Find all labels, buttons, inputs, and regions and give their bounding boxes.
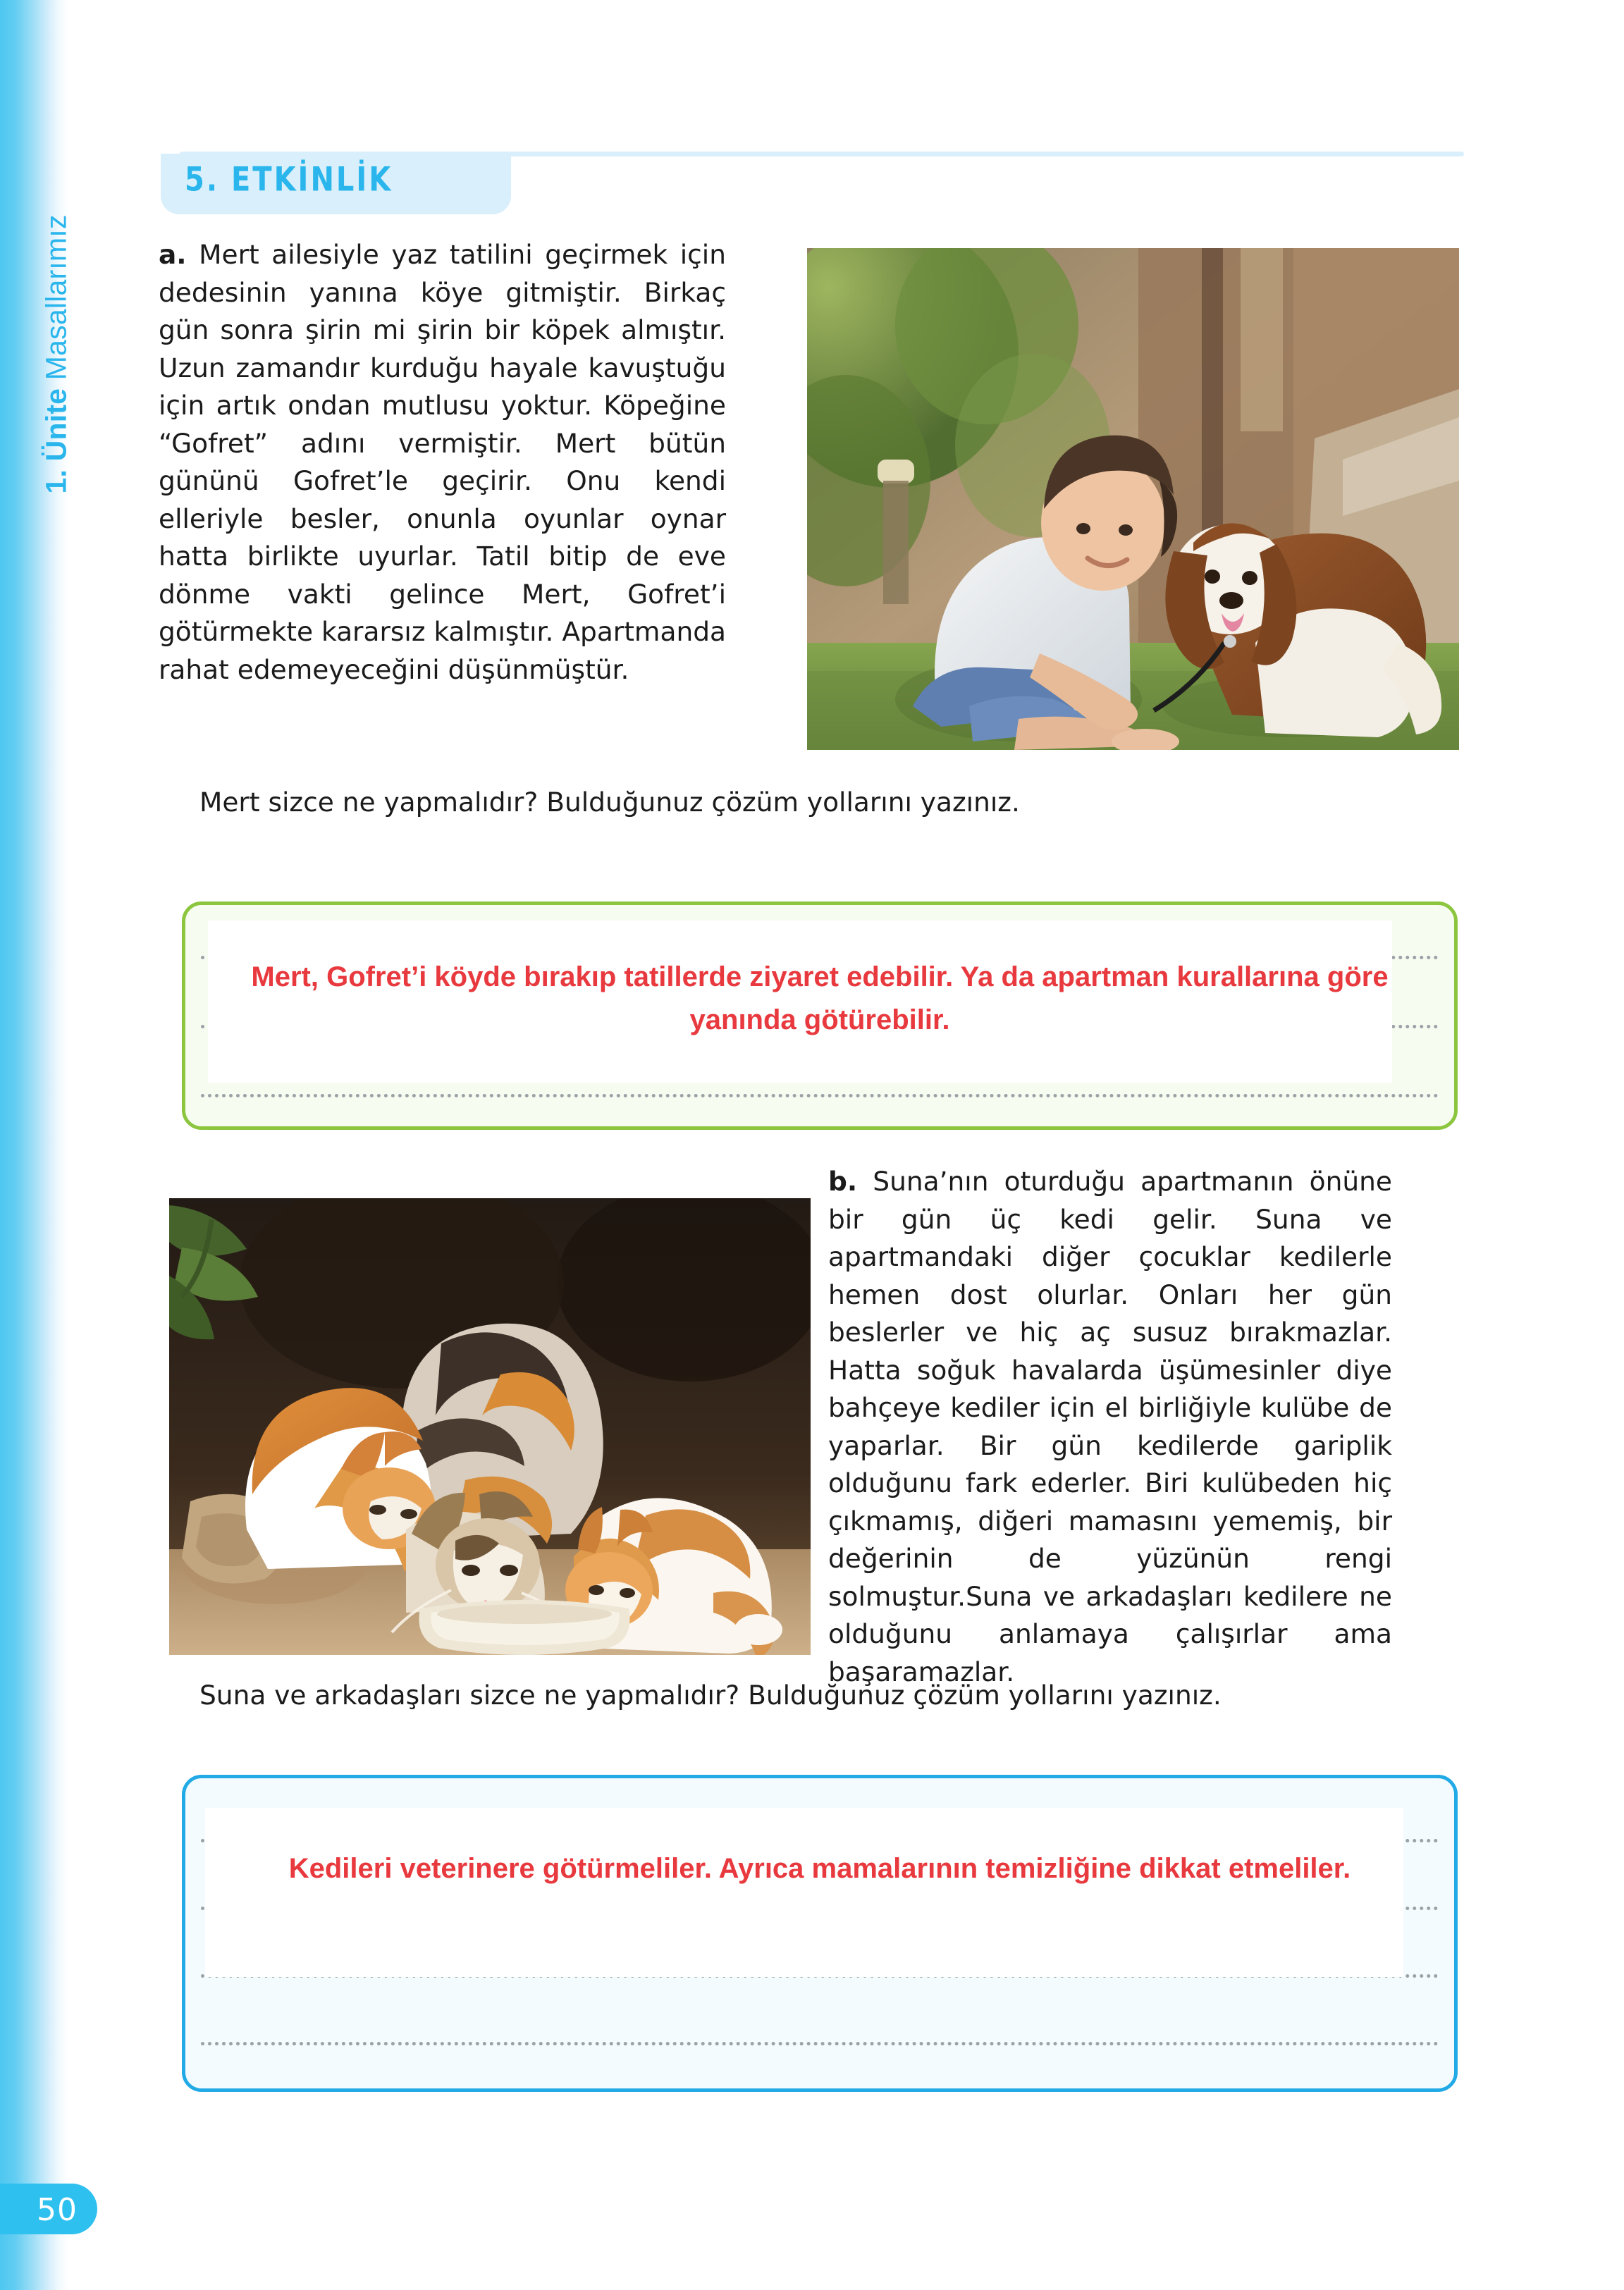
answer-line-b-4	[201, 2042, 1439, 2045]
paragraph-b-body: Suna’nın oturduğu apartmanın önüne bir gün üç kedi gelir. Suna ve apartmandaki diğer çocuklar kedilerle hemen dost olurlar. Onları her gün beslerler ve hiç aç susuz bırakmazlar. Hatta soğuk havalarda üşümesinler diye bahçeye kediler için el birliğiyle kulübe de yaparlar. Bir gün kedilerde gariplik olduğunu fark ederler. Biri kulübeden hiç çıkmamış, diğeri mamasını yememiş, bir değerinin de yüzünün rengi solmuştur.Suna ve arkadaşları kedilere ne olduğunu anlamaya çalışırlar ama başaramazlar.	[828, 1166, 1392, 1687]
question-b: Suna ve arkadaşları sizce ne yapmalıdır? Bulduğunuz çözüm yollarını yazınız.	[199, 1680, 1222, 1711]
answer-box-b[interactable]	[182, 1775, 1458, 2092]
paragraph-a-marker: a.	[159, 239, 187, 270]
activity-tag-label: 5. ETKİNLİK	[185, 161, 393, 199]
answer-text-b: Kedileri veterinere götürmeliler. Ayrıca mamalarının temizliğine dikkat etmeliler.	[288, 1853, 1351, 1884]
unit-side-label-light: Masallarımız	[39, 214, 73, 388]
three-cats-eating-photo	[169, 1198, 811, 1655]
unit-side-label	[39, 0, 73, 494]
boy-hugging-dog-photo	[807, 248, 1459, 750]
page-number: 50	[37, 2192, 78, 2228]
paragraph-b	[828, 1163, 1392, 1691]
answer-text-a: Mert, Gofret’i köyde bırakıp tatillerde ziyaret edebilir. Ya da apartman kurallarına göre yanında götürebilir.	[251, 961, 1389, 1035]
paragraph-a-body: Mert ailesiyle yaz tatilini geçirmek için dedesinin yanına köye gitmiştir. Birkaç gün sonra şirin mi şirin bir köpek almıştır. Uzun zamandır kurduğu hayale kavuştuğu için artık ondan mutlusu yoktur. Köpeğine “Gofret” adını vermiştir. Mert bütün gününü Gofret’le geçirir. Onu kendi elleriyle besler, onunla oyunlar oynar hatta birlikte uyurlar. Tatil bitip de eve dönme vakti gelince Mert, Gofret’i götürmekte kararsız kalmıştır. Apartmanda rahat edemeyeceğini düşünmüştür.	[159, 239, 726, 685]
unit-side-label-strong: 1. Ünite	[39, 388, 73, 494]
paragraph-b-marker: b.	[828, 1166, 858, 1197]
answer-line-a-3	[201, 1094, 1439, 1097]
answer-b-write-area	[205, 1808, 1403, 1977]
question-a: Mert sizce ne yapmalıdır? Bulduğunuz çözüm yollarını yazınız.	[199, 787, 1020, 818]
paragraph-a	[159, 236, 726, 689]
answer-box-a[interactable]	[182, 901, 1458, 1130]
